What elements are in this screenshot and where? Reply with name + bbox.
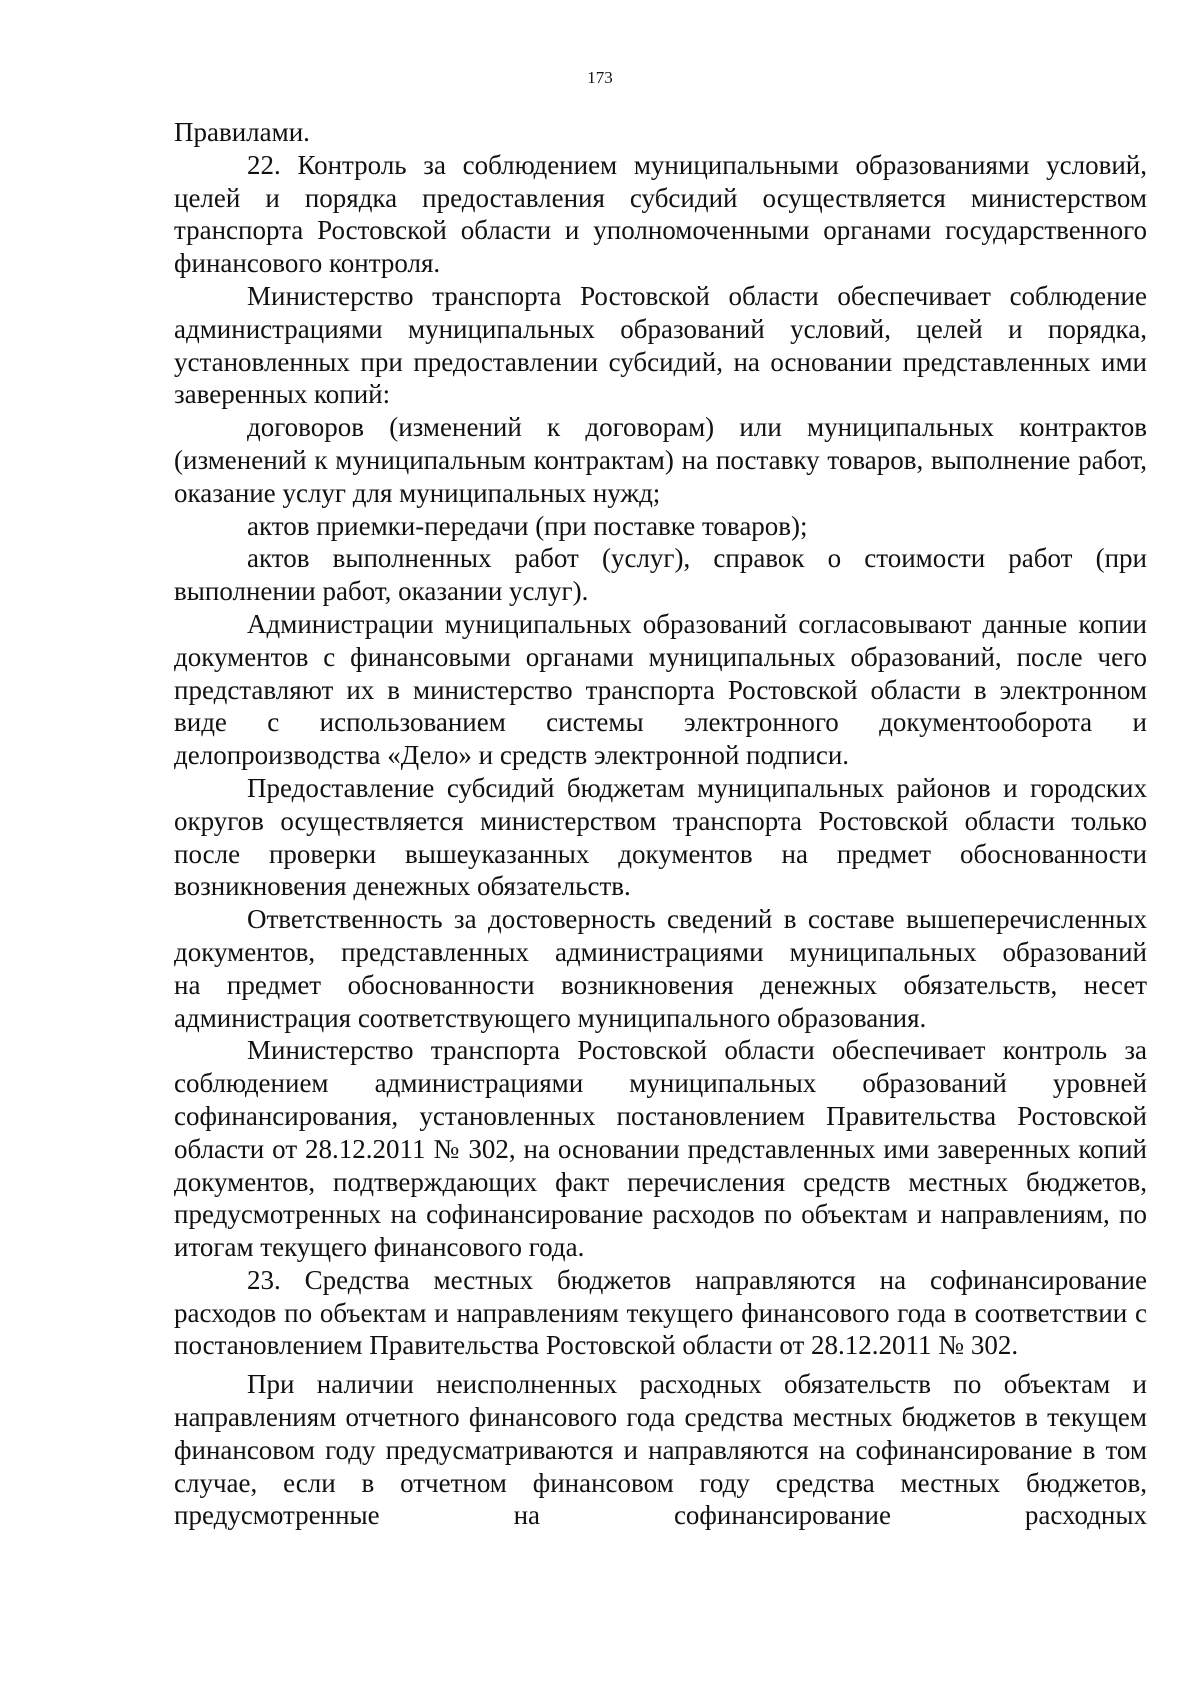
page-number: 173: [587, 68, 613, 87]
paragraph-cofinancing-control: Министерство транспорта Ростовской области обеспечивает контроль за соблюдением администрациями муниципальных образований уровней софинансирования, установленных постановлением Правительства Ростовской области от 28.12.2011 № 302, на основании представленных ими заверенных копий документов, подтверждающих факт перечисления средств местных бюджетов, предусмотренных на софинансирование расходов по объектам и направлениям, по итогам текущего финансового года.: [174, 1035, 1147, 1263]
paragraph-clause-22: 22. Контроль за соблюдением муниципальными образованиями условий, целей и порядка предоставления субсидий осуществляется министерством транспорта Ростовской области и уполномоченными органами государственного финансового контроля.: [174, 149, 1147, 279]
paragraph-clause-23: 23. Средства местных бюджетов направляются на софинансирование расходов по объектам и направлениям текущего финансового года в соответствии с постановлением Правительства Ростовской области от 28.12.2011 № 302.: [174, 1264, 1147, 1361]
paragraph-ministry-compliance: Министерство транспорта Ростовской области обеспечивает соблюдение администрациями муниципальных образований условий, целей и порядка, установленных при предоставлении субсидий, на основании представленных ими заверенных копий:: [174, 280, 1147, 410]
paragraph-unfulfilled-obligations: При наличии неисполненных расходных обязательств по объектам и направлениям отчетного финансового года средства местных бюджетов в текущем финансовом году предусматриваются и направляются на софинансирование в том случае, если в отчетном финансовом году средства местных бюджетов, предусмотренные на софинансирование расходных: [174, 1369, 1147, 1531]
paragraph-responsibility: Ответственность за достоверность сведений в составе вышеперечисленных документов, представленных администрациями муниципальных образований: [174, 904, 1147, 967]
paragraph-list-acceptance-acts: актов приемки-передачи (при поставке товаров);: [247, 510, 808, 541]
paragraph-responsibility-continued: на предмет обоснованности возникновения денежных обязательств, несет администрация соответствующего муниципального образования.: [174, 969, 1147, 1033]
paragraph-continuation: Правилами.: [174, 117, 310, 147]
paragraph-list-work-acts: актов выполненных работ (услуг), справок о стоимости работ (при выполнении работ, оказании услуг).: [174, 543, 1147, 607]
document-body: [174, 116, 1147, 1532]
paragraph-subsidy-provision: Предоставление субсидий бюджетам муниципальных районов и городских округов осуществляется министерством транспорта Ростовской области только после проверки вышеуказанных документов на предмет обоснованности возникновения денежных обязательств.: [174, 772, 1147, 902]
paragraph-list-contracts: договоров (изменений к договорам) или муниципальных контрактов (изменений к муниципальным контрактам) на поставку товаров, выполнение работ, оказание услуг для муниципальных нужд;: [174, 412, 1147, 508]
paragraph-administrations-approval: Администрации муниципальных образований согласовывают данные копии документов с финансовыми органами муниципальных образований, после чего представляют их в министерство транспорта Ростовской области в электронном виде с использованием системы электронного документооборота и делопроизводства «Дело» и средств электронной подписи.: [174, 608, 1147, 771]
